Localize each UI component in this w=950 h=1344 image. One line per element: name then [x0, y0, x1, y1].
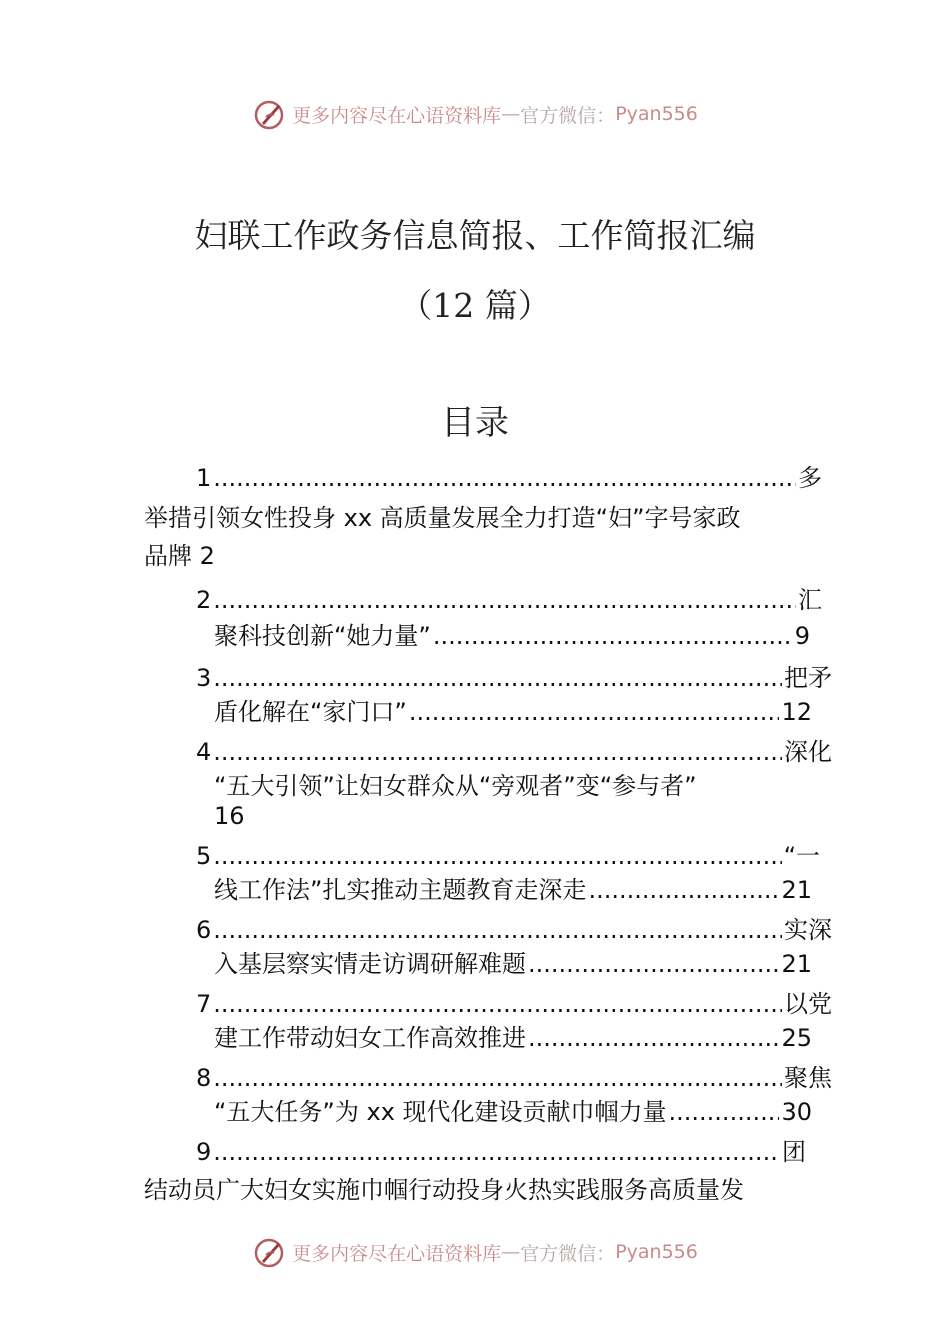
toc-page-number: 12	[781, 698, 812, 726]
dot-leader	[213, 460, 796, 496]
toc-entry-number: 6	[196, 916, 212, 944]
dot-leader	[528, 946, 779, 982]
toc-entry-text: “五大任务”为 xx 现代化建设贡献巾帼力量	[214, 1098, 667, 1126]
toc-entry-6-line1	[196, 912, 832, 948]
toc-entry-number: 5	[196, 842, 212, 870]
toc-entry-8-line1	[196, 1060, 832, 1096]
toc-page-number: 21	[781, 950, 812, 978]
toc-page-number: 30	[781, 1098, 812, 1126]
dot-leader	[213, 838, 781, 874]
dot-leader	[433, 618, 793, 654]
watermark-dash: —	[501, 1241, 521, 1263]
watermark-text: 更多内容尽在心语资料库	[292, 104, 502, 127]
toc-entry-3-line1	[196, 660, 832, 696]
toc-entry-text: 举措引领女性投身 xx 高质量发展全力打造“妇”字号家政	[144, 504, 741, 532]
watermark-text: 更多内容尽在心语资料库	[292, 1242, 502, 1265]
toc-entry-text: 聚焦	[784, 1064, 832, 1092]
toc-entry-text: 入基层察实情走访调研解难题	[214, 950, 526, 978]
toc-heading: 目录	[441, 403, 509, 443]
toc-page-number: 9	[794, 622, 810, 650]
dot-leader	[213, 1134, 780, 1170]
toc-entry-text: 以党	[784, 990, 832, 1018]
watermark-wechat-label: 官方微信：	[520, 1242, 616, 1265]
toc-entry-number: 4	[196, 738, 212, 766]
toc-entry-2-line1	[196, 582, 822, 618]
dot-leader	[669, 1094, 780, 1130]
toc-entry-5-line1	[196, 838, 820, 874]
dot-leader	[588, 872, 779, 908]
toc-entry-number: 8	[196, 1064, 212, 1092]
toc-entry-text: 把矛	[784, 664, 832, 692]
toc-entry-number: 7	[196, 990, 212, 1018]
toc-entry-text: 实深	[784, 916, 832, 944]
footer-watermark	[0, 1232, 950, 1272]
watermark-wechat-id: Pyan556	[615, 1241, 698, 1263]
dot-leader	[213, 912, 782, 948]
quill-logo-icon	[252, 1235, 286, 1269]
toc-entry-7-line1	[196, 986, 832, 1022]
toc-entry-number: 9	[196, 1138, 212, 1166]
toc-entry-text: “一	[783, 842, 820, 870]
toc-entry-3-line2	[214, 694, 812, 730]
dot-leader	[213, 986, 782, 1022]
toc-entry-text: 线工作法”扎实推动主题教育走深走	[214, 876, 587, 904]
toc-entry-number: 2	[196, 586, 212, 614]
document-title: 妇联工作政务信息简报、工作简报汇编	[194, 216, 756, 255]
toc-entry-1-line1	[196, 460, 822, 496]
quill-logo-icon	[252, 97, 286, 131]
toc-entry-text: 深化	[784, 738, 832, 766]
toc-page-number: 25	[781, 1024, 812, 1052]
toc-entry-text: 结动员广大妇女实施巾帼行动投身火热实践服务高质量发	[144, 1176, 744, 1204]
toc-entry-9-line1	[196, 1134, 806, 1170]
toc-entry-number: 3	[196, 664, 212, 692]
toc-entry-2-line2	[214, 618, 810, 654]
toc-entry-8-line2	[214, 1094, 812, 1130]
toc-entry-5-line2	[214, 872, 812, 908]
dot-leader	[213, 582, 796, 618]
toc-entry-text: 多	[798, 464, 822, 492]
toc-entry-number: 1	[196, 464, 212, 492]
toc-entry-text: 建工作带动妇女工作高效推进	[214, 1024, 526, 1052]
toc-entry-7-line2	[214, 1020, 812, 1056]
watermark-dash: —	[501, 103, 521, 125]
toc-entry-4-line1	[196, 734, 832, 770]
dot-leader	[409, 694, 780, 730]
document-count: （12 篇）	[399, 286, 551, 325]
watermark-wechat-id: Pyan556	[615, 103, 698, 125]
dot-leader	[528, 1020, 779, 1056]
toc-entry-text: 聚科技创新“她力量”	[214, 622, 431, 650]
dot-leader	[213, 734, 782, 770]
header-watermark	[0, 94, 950, 134]
toc-page-number: 16	[214, 802, 245, 830]
toc-entry-text: 盾化解在“家门口”	[214, 698, 407, 726]
dot-leader	[213, 1060, 782, 1096]
watermark-wechat-label: 官方微信：	[520, 104, 616, 127]
dot-leader	[213, 660, 782, 696]
toc-entry-6-line2	[214, 946, 812, 982]
toc-entry-text: 品牌 2	[144, 542, 215, 570]
toc-entry-text: 团	[782, 1138, 806, 1166]
toc-entry-text: “五大引领”让妇女群众从“旁观者”变“参与者”	[214, 772, 697, 800]
toc-entry-text: 汇	[798, 586, 822, 614]
toc-page-number: 21	[781, 876, 812, 904]
